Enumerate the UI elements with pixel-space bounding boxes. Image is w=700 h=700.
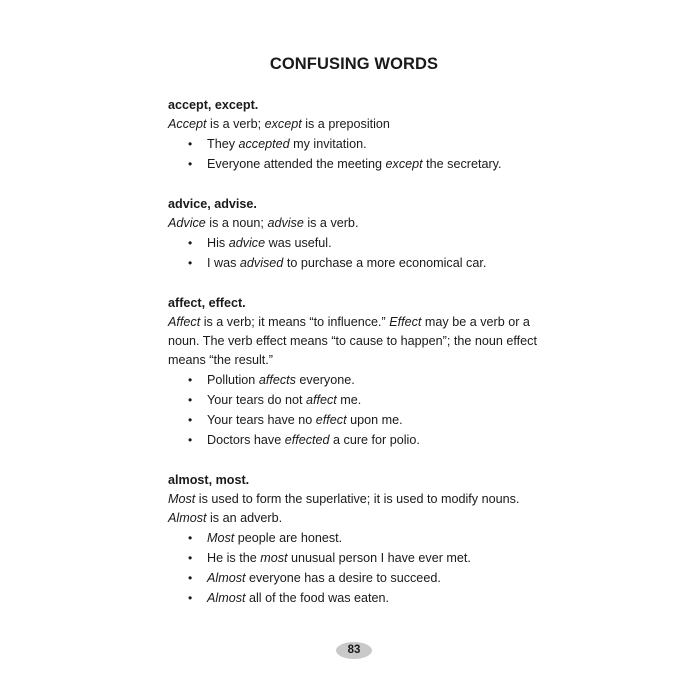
example-list <box>168 134 542 174</box>
text-run: my invitation. <box>289 137 367 151</box>
emphasized-word: advice <box>228 236 266 250</box>
text-run: He is the <box>207 551 261 565</box>
bullet-icon: • <box>188 591 193 605</box>
text-run: is a preposition <box>301 117 390 131</box>
text-run: may be a verb or a noun. The verb effect means “to cause to happen”; the noun effect means “the result.” <box>168 315 537 367</box>
emphasized-word: Most <box>207 531 235 545</box>
emphasized-word: affect <box>305 393 337 407</box>
text-run: everyone has a desire to succeed. <box>245 571 441 585</box>
text-run: Doctors have <box>207 433 285 447</box>
example-item <box>168 390 542 410</box>
emphasized-word: affects <box>258 373 296 387</box>
example-item <box>168 253 542 273</box>
example-item <box>168 548 542 568</box>
page-title: CONFUSING WORDS <box>269 55 439 73</box>
text-run: Your tears do not <box>207 393 306 407</box>
example-item <box>168 134 542 154</box>
text-run: all of the food was eaten. <box>245 591 390 605</box>
text-run: Your tears have no <box>207 413 316 427</box>
emphasized-word: effect <box>315 413 347 427</box>
bullet-icon: • <box>188 373 193 387</box>
text-run: was useful. <box>265 236 332 250</box>
text-run: a cure for polio. <box>329 433 420 447</box>
word-definition <box>168 214 542 233</box>
text-run: is a noun; <box>205 216 268 230</box>
bullet-icon: • <box>188 137 193 151</box>
emphasized-word: except <box>264 117 302 131</box>
word-entry <box>168 470 542 608</box>
text-run: to purchase a more economical car. <box>283 256 487 270</box>
example-item <box>168 233 542 253</box>
text-run: everyone. <box>295 373 355 387</box>
emphasized-word: advised <box>239 256 284 270</box>
word-entry <box>168 95 542 174</box>
emphasized-word: Accept <box>168 117 207 131</box>
page-number-badge: 83 <box>336 642 372 659</box>
bullet-icon: • <box>188 551 193 565</box>
bullet-icon: • <box>188 413 193 427</box>
bullet-icon: • <box>188 256 193 270</box>
text-run: is used to form the superlative; it is used to modify nouns. <box>195 492 520 506</box>
word-pair-heading: advice, advise. <box>168 197 257 211</box>
text-run: is a verb. <box>303 216 359 230</box>
word-pair-heading: almost, most. <box>168 473 250 487</box>
bullet-icon: • <box>188 236 193 250</box>
text-run: They <box>207 137 239 151</box>
emphasized-word: most <box>260 551 288 565</box>
emphasized-word: Almost <box>168 511 207 525</box>
example-list <box>168 233 542 273</box>
text-run: Pollution <box>207 373 259 387</box>
emphasized-word: except <box>385 157 423 171</box>
text-run: people are honest. <box>234 531 343 545</box>
emphasized-word: Advice <box>168 216 206 230</box>
text-run: Everyone attended the meeting <box>207 157 386 171</box>
example-item <box>168 430 542 450</box>
example-list <box>168 528 542 608</box>
word-definition <box>168 490 542 528</box>
example-item <box>168 410 542 430</box>
example-item <box>168 568 542 588</box>
text-run: His <box>207 236 229 250</box>
emphasized-word: Effect <box>389 315 422 329</box>
word-definition <box>168 313 542 370</box>
emphasized-word: advise <box>267 216 304 230</box>
word-pair-heading: accept, except. <box>168 98 259 112</box>
emphasized-word: effected <box>284 433 330 447</box>
bullet-icon: • <box>188 393 193 407</box>
bullet-icon: • <box>188 157 193 171</box>
text-run: unusual person I have ever met. <box>287 551 471 565</box>
text-run: the secretary. <box>422 157 502 171</box>
text-run: is an adverb. <box>206 511 283 525</box>
text-run: I was <box>207 256 240 270</box>
example-item <box>168 588 542 608</box>
word-entry <box>168 293 542 450</box>
emphasized-word: Most <box>168 492 196 506</box>
example-item <box>168 528 542 548</box>
bullet-icon: • <box>188 433 193 447</box>
emphasized-word: Almost <box>207 591 246 605</box>
word-pair-heading: affect, effect. <box>168 296 246 310</box>
word-entry <box>168 194 542 273</box>
example-list <box>168 370 542 450</box>
word-definition <box>168 115 542 134</box>
text-run: upon me. <box>346 413 403 427</box>
text-run: is a verb; it means “to influence.” <box>200 315 390 329</box>
emphasized-word: accepted <box>238 137 290 151</box>
example-item <box>168 154 542 174</box>
text-run: me. <box>336 393 362 407</box>
text-run: is a verb; <box>206 117 265 131</box>
word-list <box>168 95 542 628</box>
emphasized-word: Almost <box>207 571 246 585</box>
bullet-icon: • <box>188 531 193 545</box>
emphasized-word: Affect <box>168 315 201 329</box>
bullet-icon: • <box>188 571 193 585</box>
example-item <box>168 370 542 390</box>
